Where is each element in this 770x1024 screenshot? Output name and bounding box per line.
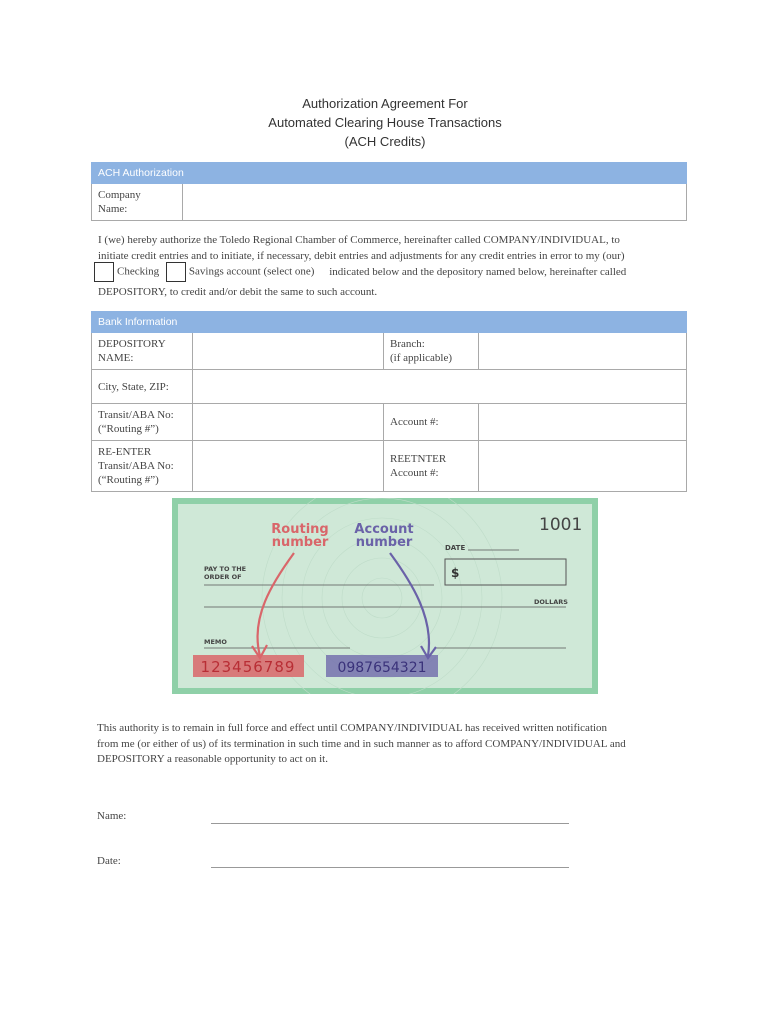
branch-label: Branch: (if applicable) — [384, 333, 479, 370]
bank-information-header: Bank Information — [92, 312, 687, 333]
account-caption-line-1: Account — [354, 522, 414, 537]
authorization-line-1: I (we) hereby authorize the Toledo Regional Chamber of Commerce, hereinafter called COMPANY/INDIVIDUAL, to — [98, 234, 620, 246]
title-line-3: (ACH Credits) — [344, 134, 426, 149]
branch-field[interactable] — [479, 333, 687, 370]
routing-number: 123456789 — [200, 658, 296, 676]
authorization-text — [98, 233, 688, 264]
account-type-row — [94, 262, 694, 282]
ach-authorization-table — [91, 162, 687, 221]
check-date-label: DATE — [445, 544, 466, 552]
authorization-line-3: indicated below and the depository named below, hereinafter called — [329, 265, 627, 278]
account-number: 0987654321 — [337, 660, 427, 676]
routing-caption-line-2: number — [271, 535, 329, 550]
account-number-label: Account #: — [384, 404, 479, 441]
dollars-label: DOLLARS — [534, 598, 568, 606]
document-title — [0, 94, 770, 151]
account-number-field[interactable] — [479, 404, 687, 441]
reenter-transit-aba-field[interactable] — [193, 441, 384, 492]
savings-checkbox[interactable] — [166, 262, 186, 282]
reenter-account-label: REETNTER Account #: — [384, 441, 479, 492]
check-number: 1001 — [539, 515, 583, 535]
company-name-field[interactable] — [183, 184, 687, 221]
ach-authorization-header: ACH Authorization — [92, 163, 687, 184]
authority-line-2: from me (or either of us) of its termination in such time and in such manner as to afford COMPANY/INDIVIDUAL and — [97, 737, 626, 750]
amount-dollar-sign: $ — [451, 566, 460, 580]
memo-label: MEMO — [204, 638, 227, 646]
transit-aba-label: Transit/ABA No: (“Routing #”) — [92, 404, 193, 441]
company-name-label: Company Name: — [92, 184, 183, 221]
pay-to-label-line-2: ORDER OF — [204, 573, 242, 581]
checking-checkbox[interactable] — [94, 262, 114, 282]
reenter-account-field[interactable] — [479, 441, 687, 492]
name-label: Name: — [97, 810, 127, 822]
depository-name-field[interactable] — [193, 333, 384, 370]
date-label: Date: — [97, 855, 121, 867]
title-line-2: Automated Clearing House Transactions — [268, 115, 502, 130]
authority-line-1: This authority is to remain in full force and effect until COMPANY/INDIVIDUAL has received written notification — [97, 722, 608, 734]
checking-label: Checking — [117, 265, 160, 278]
date-line[interactable] — [211, 867, 569, 868]
authorization-line-2: initiate credit entries and to initiate, if necessary, debit entries and adjustments for any credit entries in error to my (our) — [98, 249, 625, 262]
routing-caption-line-1: Routing — [271, 522, 329, 537]
transit-aba-field[interactable] — [193, 404, 384, 441]
title-line-1: Authorization Agreement For — [302, 96, 468, 111]
account-caption-line-2: number — [355, 535, 413, 550]
city-state-zip-field[interactable] — [193, 370, 687, 404]
city-state-zip-label: City, State, ZIP: — [92, 370, 193, 404]
depository-name-label: DEPOSITORY NAME: — [92, 333, 193, 370]
savings-label: Savings account (select one) — [188, 265, 315, 278]
name-line[interactable] — [211, 823, 569, 824]
sample-check-image — [172, 498, 598, 694]
authority-text — [97, 721, 697, 768]
authority-line-3: DEPOSITORY a reasonable opportunity to act on it. — [97, 753, 328, 765]
pay-to-label-line-1: PAY TO THE — [204, 565, 247, 573]
bank-information-table — [91, 311, 687, 492]
reenter-transit-aba-label: RE-ENTER Transit/ABA No: (“Routing #”) — [92, 441, 193, 492]
authorization-line-4: DEPOSITORY, to credit and/or debit the same to such account. — [98, 286, 378, 298]
